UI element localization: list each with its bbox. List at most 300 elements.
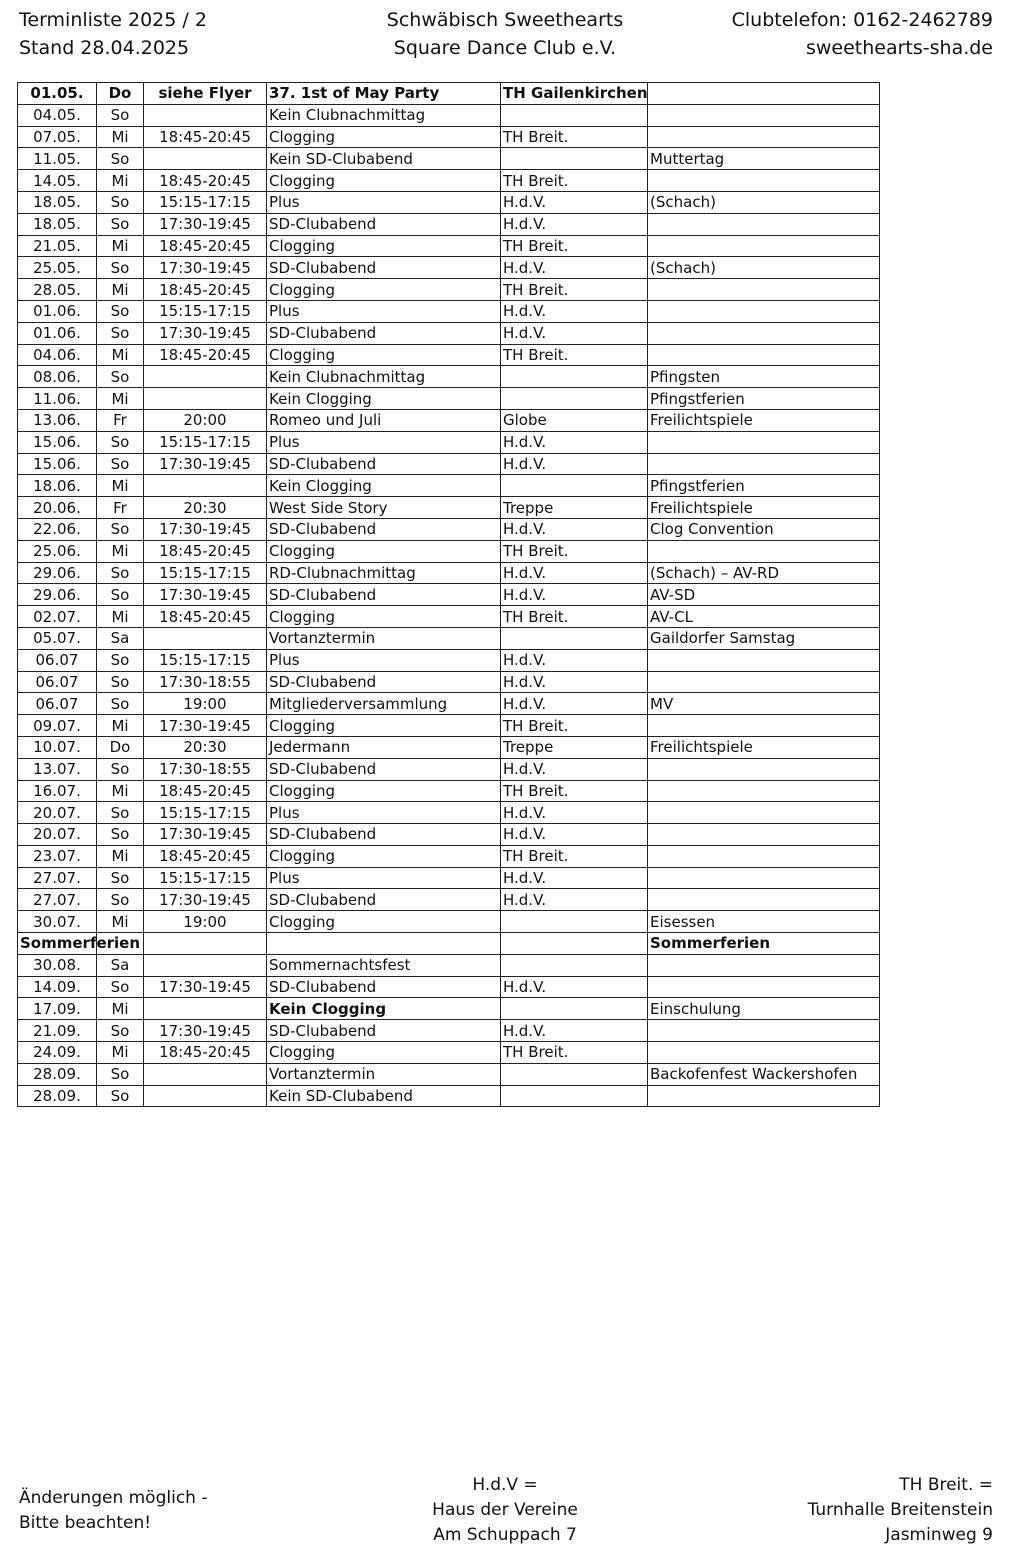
table-row <box>18 758 880 780</box>
note-cell: Muttertag <box>648 148 880 170</box>
date-cell: 21.05. <box>18 235 97 257</box>
location-cell: H.d.V. <box>501 453 648 475</box>
time-cell: 15:15-17:15 <box>144 191 267 213</box>
table-row <box>18 584 880 606</box>
note-cell: Backofenfest Wackershofen <box>648 1063 880 1085</box>
day-cell: Mi <box>97 126 144 148</box>
date-cell: 23.07. <box>18 845 97 867</box>
date-cell: 09.07. <box>18 715 97 737</box>
date-cell: 20.07. <box>18 802 97 824</box>
date-cell: 18.05. <box>18 213 97 235</box>
table-row <box>18 1042 880 1064</box>
date-cell: 28.09. <box>18 1085 97 1107</box>
note-cell <box>648 540 880 562</box>
date-cell: 17.09. <box>18 998 97 1020</box>
date-cell: 01.05. <box>18 83 97 105</box>
time-cell <box>144 627 267 649</box>
date-cell: 06.07 <box>18 693 97 715</box>
date-cell: 02.07. <box>18 606 97 628</box>
day-cell: So <box>97 366 144 388</box>
event-cell: SD-Clubabend <box>267 889 501 911</box>
date-cell: 11.06. <box>18 388 97 410</box>
location-cell: H.d.V. <box>501 431 648 453</box>
event-cell: SD-Clubabend <box>267 1020 501 1042</box>
note-cell <box>648 344 880 366</box>
location-cell: H.d.V. <box>501 213 648 235</box>
th-address: Jasminweg 9 <box>885 1525 993 1545</box>
table-row <box>18 300 880 322</box>
note-cell <box>648 1020 880 1042</box>
event-cell: Plus <box>267 300 501 322</box>
event-cell: Plus <box>267 191 501 213</box>
location-cell: H.d.V. <box>501 693 648 715</box>
location-cell: H.d.V. <box>501 649 648 671</box>
location-cell: TH Breit. <box>501 715 648 737</box>
day-cell: Mi <box>97 715 144 737</box>
event-cell: Kein Clubnachmittag <box>267 366 501 388</box>
location-cell: TH Breit. <box>501 606 648 628</box>
time-cell: 17:30-19:45 <box>144 257 267 279</box>
day-cell: So <box>97 584 144 606</box>
date-cell: 27.07. <box>18 867 97 889</box>
date-cell: 16.07. <box>18 780 97 802</box>
event-cell: Plus <box>267 649 501 671</box>
table-row <box>18 148 880 170</box>
date-cell: 04.05. <box>18 104 97 126</box>
table-row <box>18 344 880 366</box>
date-cell: 29.06. <box>18 584 97 606</box>
time-cell: 17:30-19:45 <box>144 824 267 846</box>
table-row <box>18 954 880 976</box>
time-cell: 17:30-19:45 <box>144 889 267 911</box>
date-cell: 18.05. <box>18 191 97 213</box>
day-cell: So <box>97 518 144 540</box>
event-cell: Clogging <box>267 780 501 802</box>
event-cell: Clogging <box>267 1042 501 1064</box>
event-cell: Kein Clubnachmittag <box>267 104 501 126</box>
table-row <box>18 933 880 955</box>
day-cell: Mi <box>97 1042 144 1064</box>
footer-left <box>19 1486 207 1536</box>
day-cell: Sa <box>97 954 144 976</box>
date-cell: 20.07. <box>18 824 97 846</box>
location-cell: H.d.V. <box>501 889 648 911</box>
table-row <box>18 475 880 497</box>
note-cell <box>648 279 880 301</box>
schedule-table <box>17 82 880 1107</box>
location-cell: TH Breit. <box>501 845 648 867</box>
event-cell: West Side Story <box>267 497 501 519</box>
note-cell: (Schach) <box>648 191 880 213</box>
event-cell: Plus <box>267 867 501 889</box>
note-cell <box>648 976 880 998</box>
note-cell <box>648 126 880 148</box>
date-cell: 05.07. <box>18 627 97 649</box>
date-cell: 04.06. <box>18 344 97 366</box>
date-cell: 14.09. <box>18 976 97 998</box>
time-cell: 20:30 <box>144 497 267 519</box>
event-cell: 37. 1st of May Party <box>267 83 501 105</box>
table-row <box>18 257 880 279</box>
event-cell: SD-Clubabend <box>267 758 501 780</box>
table-row <box>18 802 880 824</box>
note-cell <box>648 780 880 802</box>
day-cell: So <box>97 104 144 126</box>
note-cell <box>648 845 880 867</box>
note-cell: Gaildorfer Samstag <box>648 627 880 649</box>
time-cell: 18:45-20:45 <box>144 344 267 366</box>
event-cell: Vortanztermin <box>267 627 501 649</box>
day-cell: So <box>97 1063 144 1085</box>
time-cell: 15:15-17:15 <box>144 649 267 671</box>
table-row <box>18 845 880 867</box>
location-cell: Treppe <box>501 497 648 519</box>
event-cell: Vortanztermin <box>267 1063 501 1085</box>
day-cell: So <box>97 191 144 213</box>
note-cell: Freilichtspiele <box>648 736 880 758</box>
table-row <box>18 976 880 998</box>
table-row <box>18 1085 880 1107</box>
event-cell: Clogging <box>267 911 501 933</box>
date-cell: 24.09. <box>18 1042 97 1064</box>
time-cell: 18:45-20:45 <box>144 606 267 628</box>
date-cell: 11.05. <box>18 148 97 170</box>
time-cell <box>144 954 267 976</box>
location-cell: H.d.V. <box>501 1020 648 1042</box>
date-cell: 18.06. <box>18 475 97 497</box>
event-cell: SD-Clubabend <box>267 213 501 235</box>
time-cell <box>144 366 267 388</box>
table-row <box>18 409 880 431</box>
time-cell: 18:45-20:45 <box>144 780 267 802</box>
note-cell <box>648 213 880 235</box>
location-cell <box>501 366 648 388</box>
note-cell <box>648 235 880 257</box>
note-cell: Sommerferien <box>648 933 880 955</box>
location-cell: TH Breit. <box>501 540 648 562</box>
date-cell: 27.07. <box>18 889 97 911</box>
location-cell <box>501 148 648 170</box>
event-cell: Clogging <box>267 845 501 867</box>
day-cell: So <box>97 867 144 889</box>
time-cell: 17:30-19:45 <box>144 976 267 998</box>
event-cell: Mitgliederversammlung <box>267 693 501 715</box>
location-cell <box>501 911 648 933</box>
note-cell: Pfingstferien <box>648 388 880 410</box>
time-cell <box>144 998 267 1020</box>
location-cell: TH Breit. <box>501 279 648 301</box>
day-cell: So <box>97 649 144 671</box>
date-cell: 30.07. <box>18 911 97 933</box>
time-cell: 17:30-19:45 <box>144 584 267 606</box>
note-cell <box>648 453 880 475</box>
location-cell: H.d.V. <box>501 322 648 344</box>
hdv-name: Haus der Vereine <box>432 1500 578 1520</box>
table-row <box>18 693 880 715</box>
time-cell: 18:45-20:45 <box>144 279 267 301</box>
location-cell <box>501 104 648 126</box>
day-cell: So <box>97 148 144 170</box>
time-cell: 18:45-20:45 <box>144 540 267 562</box>
table-row <box>18 1063 880 1085</box>
date-cell: Sommerferien <box>18 933 97 955</box>
note-cell: Pfingstferien <box>648 475 880 497</box>
day-cell: So <box>97 802 144 824</box>
table-row <box>18 867 880 889</box>
day-cell: So <box>97 671 144 693</box>
hdv-address: Am Schuppach 7 <box>433 1525 577 1545</box>
day-cell: So <box>97 213 144 235</box>
th-abbrev: TH Breit. = <box>899 1475 993 1495</box>
table-row <box>18 715 880 737</box>
location-cell: H.d.V. <box>501 671 648 693</box>
day-cell: Mi <box>97 344 144 366</box>
table-row <box>18 824 880 846</box>
footer-center <box>405 1473 605 1548</box>
table-row <box>18 627 880 649</box>
time-cell: 17:30-19:45 <box>144 213 267 235</box>
note-cell: MV <box>648 693 880 715</box>
event-cell: Kein Clogging <box>267 475 501 497</box>
day-cell: So <box>97 431 144 453</box>
event-cell: SD-Clubabend <box>267 322 501 344</box>
time-cell: 17:30-19:45 <box>144 518 267 540</box>
header-left <box>19 6 207 62</box>
table-row <box>18 235 880 257</box>
location-cell: TH Gailenkirchen <box>501 83 648 105</box>
time-cell: 15:15-17:15 <box>144 562 267 584</box>
note-cell <box>648 889 880 911</box>
day-cell: Mi <box>97 845 144 867</box>
event-cell: Clogging <box>267 344 501 366</box>
club-phone: Clubtelefon: 0162-2462789 <box>731 9 993 31</box>
time-cell: 20:30 <box>144 736 267 758</box>
location-cell <box>501 627 648 649</box>
location-cell: Treppe <box>501 736 648 758</box>
day-cell: Mi <box>97 780 144 802</box>
date-cell: 10.07. <box>18 736 97 758</box>
location-cell: TH Breit. <box>501 126 648 148</box>
note-cell: AV-CL <box>648 606 880 628</box>
note-cell <box>648 824 880 846</box>
location-cell: TH Breit. <box>501 344 648 366</box>
day-cell: Do <box>97 83 144 105</box>
day-cell: Fr <box>97 497 144 519</box>
note-cell <box>648 300 880 322</box>
note-cell <box>648 1042 880 1064</box>
time-cell: 18:45-20:45 <box>144 170 267 192</box>
note-cell: Freilichtspiele <box>648 497 880 519</box>
location-cell: H.d.V. <box>501 867 648 889</box>
time-cell: 17:30-19:45 <box>144 715 267 737</box>
time-cell: 17:30-18:55 <box>144 671 267 693</box>
day-cell: So <box>97 693 144 715</box>
day-cell: Mi <box>97 235 144 257</box>
event-cell: Romeo und Juli <box>267 409 501 431</box>
location-cell <box>501 1063 648 1085</box>
note-cell <box>648 431 880 453</box>
location-cell: H.d.V. <box>501 257 648 279</box>
time-cell <box>144 148 267 170</box>
date-cell: 15.06. <box>18 453 97 475</box>
table-row <box>18 279 880 301</box>
location-cell: H.d.V. <box>501 802 648 824</box>
day-cell: Sa <box>97 627 144 649</box>
event-cell: Plus <box>267 431 501 453</box>
event-cell: SD-Clubabend <box>267 453 501 475</box>
event-cell: Sommernachtsfest <box>267 954 501 976</box>
note-cell: Eisessen <box>648 911 880 933</box>
club-subtitle: Square Dance Club e.V. <box>393 37 617 59</box>
date-cell: 07.05. <box>18 126 97 148</box>
date-cell: 06.07 <box>18 649 97 671</box>
time-cell <box>144 933 267 955</box>
table-row <box>18 518 880 540</box>
event-cell: Clogging <box>267 170 501 192</box>
table-row <box>18 322 880 344</box>
table-row <box>18 540 880 562</box>
day-cell: So <box>97 322 144 344</box>
location-cell: H.d.V. <box>501 824 648 846</box>
event-cell: Kein SD-Clubabend <box>267 1085 501 1107</box>
time-cell: 18:45-20:45 <box>144 845 267 867</box>
time-cell: siehe Flyer <box>144 83 267 105</box>
day-cell: Mi <box>97 998 144 1020</box>
date-cell: 13.07. <box>18 758 97 780</box>
table-row <box>18 453 880 475</box>
time-cell: 20:00 <box>144 409 267 431</box>
date-cell: 21.09. <box>18 1020 97 1042</box>
event-cell: Kein Clogging <box>267 998 501 1020</box>
th-name: Turnhalle Breitenstein <box>807 1500 993 1520</box>
note-cell <box>648 715 880 737</box>
note-cell <box>648 758 880 780</box>
time-cell <box>144 475 267 497</box>
day-cell: So <box>97 1085 144 1107</box>
time-cell: 15:15-17:15 <box>144 300 267 322</box>
time-cell: 17:30-18:55 <box>144 758 267 780</box>
location-cell <box>501 475 648 497</box>
day-cell: So <box>97 1020 144 1042</box>
location-cell: TH Breit. <box>501 780 648 802</box>
time-cell: 18:45-20:45 <box>144 1042 267 1064</box>
date-cell: 13.06. <box>18 409 97 431</box>
time-cell <box>144 1085 267 1107</box>
table-row <box>18 191 880 213</box>
date-cell: 22.06. <box>18 518 97 540</box>
event-cell <box>267 933 501 955</box>
date-cell: 01.06. <box>18 322 97 344</box>
time-cell: 17:30-19:45 <box>144 453 267 475</box>
time-cell: 15:15-17:15 <box>144 802 267 824</box>
time-cell: 18:45-20:45 <box>144 126 267 148</box>
event-cell: Clogging <box>267 715 501 737</box>
table-row <box>18 83 880 105</box>
day-cell: Do <box>97 736 144 758</box>
note-cell <box>648 867 880 889</box>
time-cell: 18:45-20:45 <box>144 235 267 257</box>
time-cell: 15:15-17:15 <box>144 431 267 453</box>
event-cell: SD-Clubabend <box>267 976 501 998</box>
time-cell: 17:30-19:45 <box>144 1020 267 1042</box>
day-cell: Mi <box>97 388 144 410</box>
event-cell: SD-Clubabend <box>267 824 501 846</box>
note-cell: Einschulung <box>648 998 880 1020</box>
location-cell: H.d.V. <box>501 562 648 584</box>
date-cell: 06.07 <box>18 671 97 693</box>
location-cell <box>501 954 648 976</box>
table-row <box>18 998 880 1020</box>
note-cell <box>648 83 880 105</box>
location-cell: H.d.V. <box>501 518 648 540</box>
list-date: Stand 28.04.2025 <box>19 37 190 59</box>
footer-right <box>808 1473 993 1548</box>
event-cell: Plus <box>267 802 501 824</box>
note-cell <box>648 954 880 976</box>
date-cell: 30.08. <box>18 954 97 976</box>
table-row <box>18 1020 880 1042</box>
schedule-body <box>18 83 880 1107</box>
date-cell: 28.09. <box>18 1063 97 1085</box>
table-row <box>18 366 880 388</box>
location-cell: TH Breit. <box>501 1042 648 1064</box>
day-cell: Mi <box>97 170 144 192</box>
table-row <box>18 736 880 758</box>
time-cell: 19:00 <box>144 693 267 715</box>
header-right <box>732 6 993 62</box>
note-cell <box>648 671 880 693</box>
event-cell: SD-Clubabend <box>267 257 501 279</box>
time-cell <box>144 1063 267 1085</box>
location-cell: H.d.V. <box>501 758 648 780</box>
note-cell: Clog Convention <box>648 518 880 540</box>
time-cell <box>144 388 267 410</box>
event-cell: Clogging <box>267 235 501 257</box>
location-cell: H.d.V. <box>501 976 648 998</box>
time-cell <box>144 104 267 126</box>
note-cell: Freilichtspiele <box>648 409 880 431</box>
time-cell: 15:15-17:15 <box>144 867 267 889</box>
table-row <box>18 104 880 126</box>
day-cell: So <box>97 824 144 846</box>
location-cell: Globe <box>501 409 648 431</box>
club-website: sweethearts-sha.de <box>805 37 993 59</box>
location-cell: H.d.V. <box>501 191 648 213</box>
table-row <box>18 780 880 802</box>
event-cell: Clogging <box>267 540 501 562</box>
table-row <box>18 213 880 235</box>
note-cell <box>648 1085 880 1107</box>
note-cell <box>648 104 880 126</box>
location-cell <box>501 1085 648 1107</box>
day-cell: Mi <box>97 279 144 301</box>
note-cell <box>648 170 880 192</box>
event-cell: RD-Clubnachmittag <box>267 562 501 584</box>
location-cell: TH Breit. <box>501 235 648 257</box>
event-cell: SD-Clubabend <box>267 584 501 606</box>
day-cell: Mi <box>97 911 144 933</box>
day-cell: Fr <box>97 409 144 431</box>
date-cell: 25.05. <box>18 257 97 279</box>
event-cell: Jedermann <box>267 736 501 758</box>
table-row <box>18 889 880 911</box>
day-cell: So <box>97 758 144 780</box>
day-cell: So <box>97 300 144 322</box>
location-cell <box>501 388 648 410</box>
day-cell: Mi <box>97 475 144 497</box>
note-cell: (Schach) – AV-RD <box>648 562 880 584</box>
event-cell: Kein Clogging <box>267 388 501 410</box>
